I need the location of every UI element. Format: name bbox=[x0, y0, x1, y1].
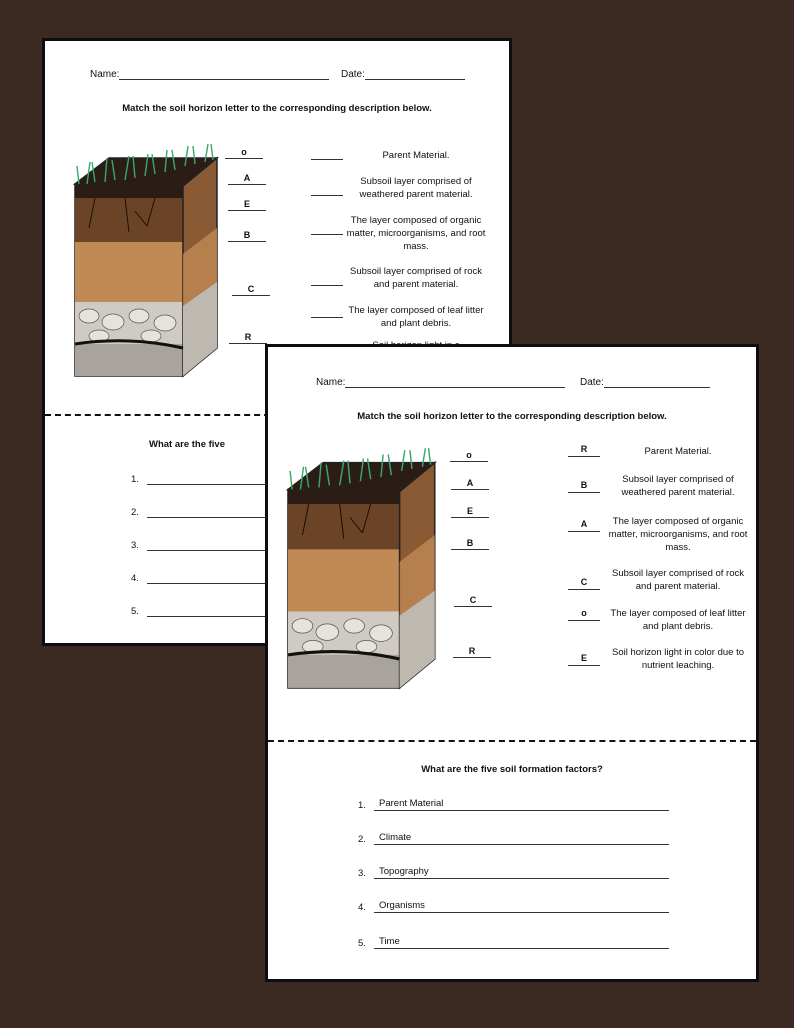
answer-row bbox=[358, 797, 669, 811]
match-blank[interactable] bbox=[311, 273, 343, 286]
description: Subsoil layer comprised of weathered parent material. bbox=[359, 176, 473, 200]
horizon-letter-c: C bbox=[454, 595, 492, 607]
match-answer[interactable]: E bbox=[568, 653, 600, 666]
instruction: Match the soil horizon letter to the corresponding description below. bbox=[122, 103, 432, 114]
name-field bbox=[316, 377, 565, 388]
horizon-letter-b: B bbox=[228, 230, 266, 242]
description: Subsoil layer comprised of rock and parent material. bbox=[350, 266, 482, 290]
factor-answer[interactable]: Time bbox=[374, 935, 669, 949]
date-field bbox=[580, 377, 710, 388]
soil-block bbox=[288, 448, 435, 688]
horizon-letter-b: B bbox=[451, 538, 489, 550]
horizon-letter-a: A bbox=[228, 173, 266, 185]
date-line[interactable] bbox=[604, 377, 710, 388]
horizon-letter-r: R bbox=[453, 646, 491, 658]
worksheet-answer-key bbox=[265, 344, 759, 982]
description: Subsoil layer comprised of weathered parent material. bbox=[621, 474, 735, 498]
description: Subsoil layer comprised of rock and parent material. bbox=[612, 568, 744, 592]
horizon-letter-r: R bbox=[229, 332, 267, 344]
soil-profile-illustration bbox=[288, 439, 443, 694]
soil-block bbox=[75, 144, 217, 376]
answer-number: 1. bbox=[131, 474, 139, 485]
match-answer[interactable]: R bbox=[568, 444, 600, 457]
description: Parent Material. bbox=[382, 150, 450, 161]
match-blank[interactable] bbox=[311, 305, 343, 318]
answer-row bbox=[358, 935, 669, 949]
match-answer[interactable]: B bbox=[568, 480, 600, 493]
match-blank[interactable] bbox=[311, 147, 343, 160]
match-answer[interactable]: A bbox=[568, 519, 600, 532]
description: Parent Material. bbox=[644, 446, 712, 457]
answer-row bbox=[358, 899, 669, 913]
horizon-letter-c: C bbox=[232, 284, 270, 296]
description: The layer composed of leaf litter and plant debris. bbox=[610, 608, 746, 632]
question: What are the five soil formation factors? bbox=[421, 764, 603, 775]
date-label: Date: bbox=[580, 377, 604, 388]
answer-number: 2. bbox=[131, 507, 139, 518]
factor-answer[interactable]: Parent Material bbox=[374, 797, 669, 811]
factor-answer[interactable]: Climate bbox=[374, 831, 669, 845]
soil-profile-illustration bbox=[75, 136, 225, 381]
answer-number: 5. bbox=[131, 606, 139, 617]
description: The layer composed of organic matter, microorganisms, and root mass. bbox=[346, 215, 486, 252]
horizon-letter-e: E bbox=[228, 199, 266, 211]
name-label: Name: bbox=[316, 377, 346, 388]
answer-number: 3. bbox=[131, 540, 139, 551]
description: The layer composed of leaf litter and plant debris. bbox=[348, 305, 484, 329]
answer-number: 3. bbox=[358, 868, 366, 879]
question: What are the five bbox=[148, 439, 226, 450]
match-answer[interactable]: o bbox=[568, 608, 600, 621]
answer-number: 4. bbox=[131, 573, 139, 584]
match-answer[interactable]: C bbox=[568, 577, 600, 590]
date-field bbox=[341, 69, 465, 80]
answer-number: 1. bbox=[358, 800, 366, 811]
horizon-letter-a: A bbox=[451, 478, 489, 490]
factor-answer[interactable]: Organisms bbox=[374, 899, 669, 913]
factor-answer[interactable]: Topography bbox=[374, 865, 669, 879]
description: Soil horizon light in color due to nutrient leaching. bbox=[611, 647, 745, 671]
cut-line bbox=[268, 740, 756, 742]
horizon-letter-o: o bbox=[450, 450, 488, 462]
answer-number: 4. bbox=[358, 902, 366, 913]
name-field bbox=[90, 69, 329, 80]
instruction: Match the soil horizon letter to the corresponding description below. bbox=[357, 411, 667, 422]
answer-row bbox=[358, 831, 669, 845]
name-line[interactable] bbox=[345, 377, 565, 388]
name-line[interactable] bbox=[119, 69, 329, 80]
answer-row bbox=[358, 865, 669, 879]
name-label: Name: bbox=[90, 69, 120, 80]
match-blank[interactable] bbox=[311, 183, 343, 196]
answer-number: 2. bbox=[358, 834, 366, 845]
date-label: Date: bbox=[341, 69, 365, 80]
horizon-letter-e: E bbox=[451, 506, 489, 518]
date-line[interactable] bbox=[365, 69, 465, 80]
match-blank[interactable] bbox=[311, 222, 343, 235]
horizon-letter-o: o bbox=[225, 147, 263, 159]
answer-number: 5. bbox=[358, 938, 366, 949]
description: The layer composed of organic matter, microorganisms, and root mass. bbox=[608, 516, 748, 553]
